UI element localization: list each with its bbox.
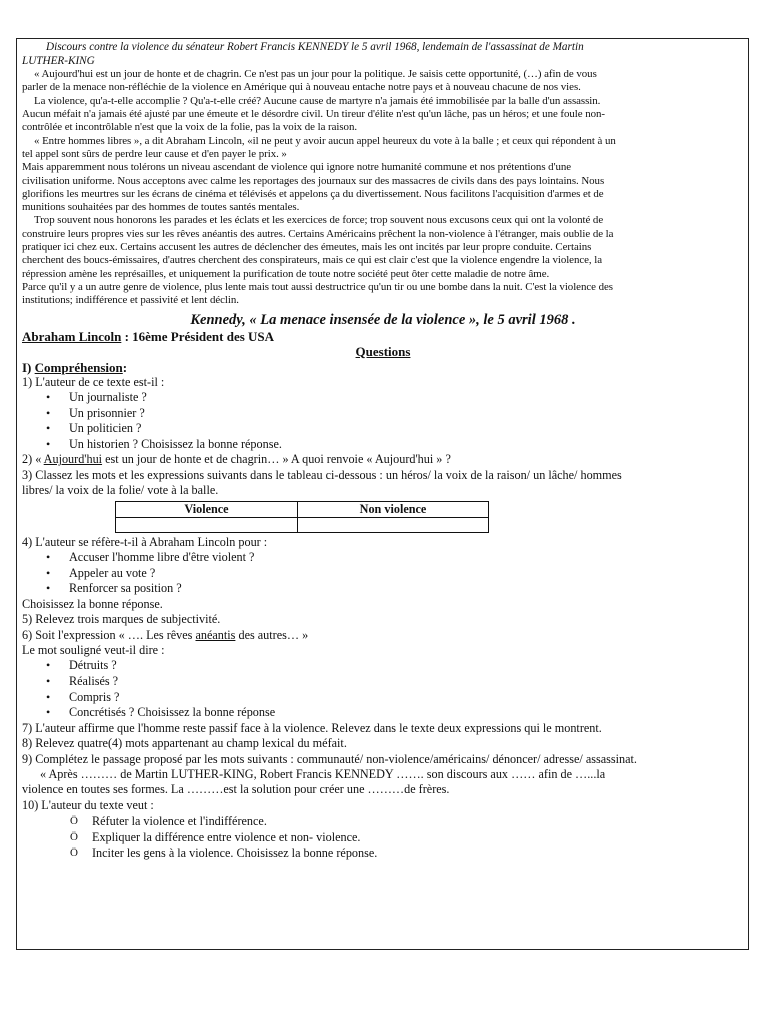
table-header-non-violence: Non violence (298, 501, 489, 517)
table-cell-violence[interactable] (116, 517, 298, 532)
table-header-violence: Violence (116, 501, 298, 517)
question-3-line-1: 3) Classez les mots et les expressions suivants dans le tableau ci-dessous : un héros/ la voix de la raison/ un lâche/ hommes (22, 467, 622, 482)
question-6-option: • Concrétisés ? Choisissez la bonne réponse (22, 705, 744, 721)
section-colon: : (122, 359, 128, 375)
question-10-option-text: Expliquer la différence entre violence et non- violence. (92, 830, 361, 845)
question-1: 1) L'auteur de ce texte est-il : (22, 374, 165, 389)
speech-intro (22, 41, 744, 68)
choice-marker-icon: Ö (70, 847, 78, 860)
question-4-option: • Renforcer sa position ? (22, 581, 744, 597)
speech-line: glorifions les meurtres sur les écrans de cinéma et télévisés et appelons ça du divertissement. Nous facilitons l'acquisition d'armes et de (22, 187, 604, 200)
speech-text (22, 68, 744, 307)
question-3-line-2: libres/ la voix de la folie/ vote à la balle. (22, 483, 219, 498)
question-1-option: • Un historien ? Choisissez la bonne réponse. (22, 437, 744, 453)
question-9-passage-line-2: violence en toutes ses formes. La ………est la solution pour créer une ………de frères. (22, 782, 450, 797)
question-7: 7) L'auteur affirme que l'homme reste passif face à la violence. Relevez dans le texte deux expressions qui le montrent. (22, 720, 602, 735)
speech-line: La violence, qu'a-t-elle accomplie ? Qu'a-t-elle créé? Aucune cause de martyre n'a jamais été immobilisée par la balle d'un assassin. (34, 94, 601, 107)
speech-line: « Aujourd'hui est un jour de honte et de chagrin. Ce n'est pas un jour pour la politique. Je saisis cette opportunité, (…) afin de vous (34, 68, 597, 81)
question-10-option (22, 845, 744, 861)
speech-line: institutions; indifférence et passivité et lent déclin. (22, 294, 239, 307)
question-9-passage-line-1: « Après ……… de Martin LUTHER-KING, Robert Francis KENNEDY ……. son discours aux …… afin de …...la (40, 766, 606, 781)
section-comprehension (22, 360, 744, 375)
question-2 (22, 452, 744, 467)
question-10-option-text: Réfuter la violence et l'indifférence. (92, 814, 267, 829)
question-2-prefix: 2) « (22, 452, 44, 467)
question-1-option: • Un politicien ? (22, 421, 744, 437)
speech-line: parler de la menace non-réfléchie de la violence en Amérique qui à nouveau entache notre pays et à nouveau chacune de nos vies. (22, 81, 581, 94)
speech-line: civilisation uniforme. Nous acceptons avec calme les reportages des journaux sur des massacres de civils dans des pays lointains. Nous (22, 174, 605, 187)
question-10: 10) L'auteur du texte veut : (22, 797, 154, 812)
question-4-options (22, 550, 744, 597)
speech-line: « Entre hommes libres », a dit Abraham Lincoln, «il ne peut y avoir aucun appel heureux du vote à la balle ; et ceux qui répondent à un (34, 134, 616, 147)
question-5: 5) Relevez trois marques de subjectivité. (22, 612, 221, 627)
speech-line: Aucun méfait n'a jamais été ajusté par une émeute et le désordre civil. Un tireur d'élite n'est qu'un lâche, pas un héros; et une foule non- (22, 108, 605, 121)
table-cell-non-violence[interactable] (298, 517, 489, 532)
lincoln-name: Abraham Lincoln (22, 328, 122, 344)
question-8: 8) Relevez quatre(4) mots appartenant au champ lexical du méfait. (22, 736, 347, 751)
question-10-option (22, 813, 744, 829)
speech-line: Mais apparemment nous tolérons un niveau ascendant de violence qui ignore notre humanité commune et nos prétentions d'une (22, 161, 572, 174)
lincoln-description: : 16ème Président des USA (121, 328, 275, 344)
question-10-option-text: Inciter les gens à la violence. Choisissez la bonne réponse. (92, 846, 378, 861)
lincoln-note (22, 329, 744, 344)
choice-marker-icon: Ö (70, 831, 78, 844)
question-4-option: • Appeler au vote ? (22, 566, 744, 582)
question-6-prefix: 6) Soit l'expression « …. Les rêves (22, 627, 196, 642)
question-6-prompt: Le mot souligné veut-il dire : (22, 642, 165, 657)
questions-title: Questions (355, 343, 411, 359)
choice-marker-icon: Ö (70, 815, 78, 828)
question-10-option (22, 829, 744, 845)
speech-line: contrôlée et incontrôlable n'est que la voix de la folie, pas la voix de la raison. (22, 121, 358, 134)
speech-line: pratiquer ici chez eux. Certains accusent les autres de déclencher des émeutes, mais les ont incités par leur propre conduite. Certains (22, 241, 592, 254)
speech-line: répression amène les représailles, et uniquement la purification de toute notre société peut ôter cette maladie de notre âme. (22, 267, 550, 280)
table-row (116, 517, 489, 532)
question-6-underlined-word: anéantis (195, 627, 236, 642)
question-4-instruction: Choisissez la bonne réponse. (22, 596, 163, 611)
table-header-row (116, 501, 489, 517)
speech-line: Trop souvent nous honorons les parades et les éclats et les exercices de force; trop souvent nous excusons ceux qui ont la volonté de (34, 214, 604, 227)
question-6-option: • Détruits ? (22, 658, 744, 674)
speech-line: Parce qu'il y a un autre genre de violence, plus lente mais tout aussi destructrice qu'un tir ou une bombe dans la nuit. C'est la violence des (22, 280, 613, 293)
question-6-options (22, 658, 744, 720)
speech-line: construire leurs propres vies sur les rêves anéantis des autres. Certains Américains prêchent la non-violence à l'étranger, mais oublie de la (22, 227, 614, 240)
intro-line-2: LUTHER-KING (22, 54, 95, 67)
question-1-option: • Un prisonnier ? (22, 406, 744, 422)
question-4: 4) L'auteur se réfère-t-il à Abraham Lincoln pour : (22, 534, 268, 549)
question-10-options (22, 813, 744, 861)
speech-line: cherchent des boucs-émissaires, d'autres cherchent des conspirateurs, mais ce qui est clair c'est que la violence engendre la violence, la (22, 254, 603, 267)
question-9: 9) Complétez le passage proposé par les mots suivants : communauté/ non-violence/américains/ dénoncer/ adresse/ assassinat. (22, 751, 637, 766)
speech-line: tel appel sont sûrs de perdre leur cause et d'en payer le prix. » (22, 147, 287, 160)
question-1-options (22, 390, 744, 452)
question-2-underlined-word: Aujourd'hui (43, 452, 103, 467)
question-6-option: • Compris ? (22, 690, 744, 706)
question-2-rest: est un jour de honte et de chagrin… » A quoi renvoie « Aujourd'hui » ? (102, 452, 451, 467)
question-6 (22, 628, 744, 643)
intro-line-1: Discours contre la violence du sénateur Robert Francis KENNEDY le 5 avril 1968, lendemain de l'assassinat de Martin (46, 41, 584, 53)
question-6-suffix: des autres… » (235, 627, 309, 642)
section-number: I) (22, 359, 35, 375)
speech-line: munitions souhaitées par des hommes de toutes santés mentales. (22, 201, 300, 214)
classification-table (115, 501, 489, 533)
question-4-option: • Accuser l'homme libre d'être violent ? (22, 550, 744, 566)
question-6-option: • Réalisés ? (22, 674, 744, 690)
speech-signature: Kennedy, « La menace insensée de la violence », le 5 avril 1968 . (190, 311, 576, 328)
document-content (22, 41, 744, 861)
question-1-option: • Un journaliste ? (22, 390, 744, 406)
section-title: Compréhension (34, 359, 123, 375)
